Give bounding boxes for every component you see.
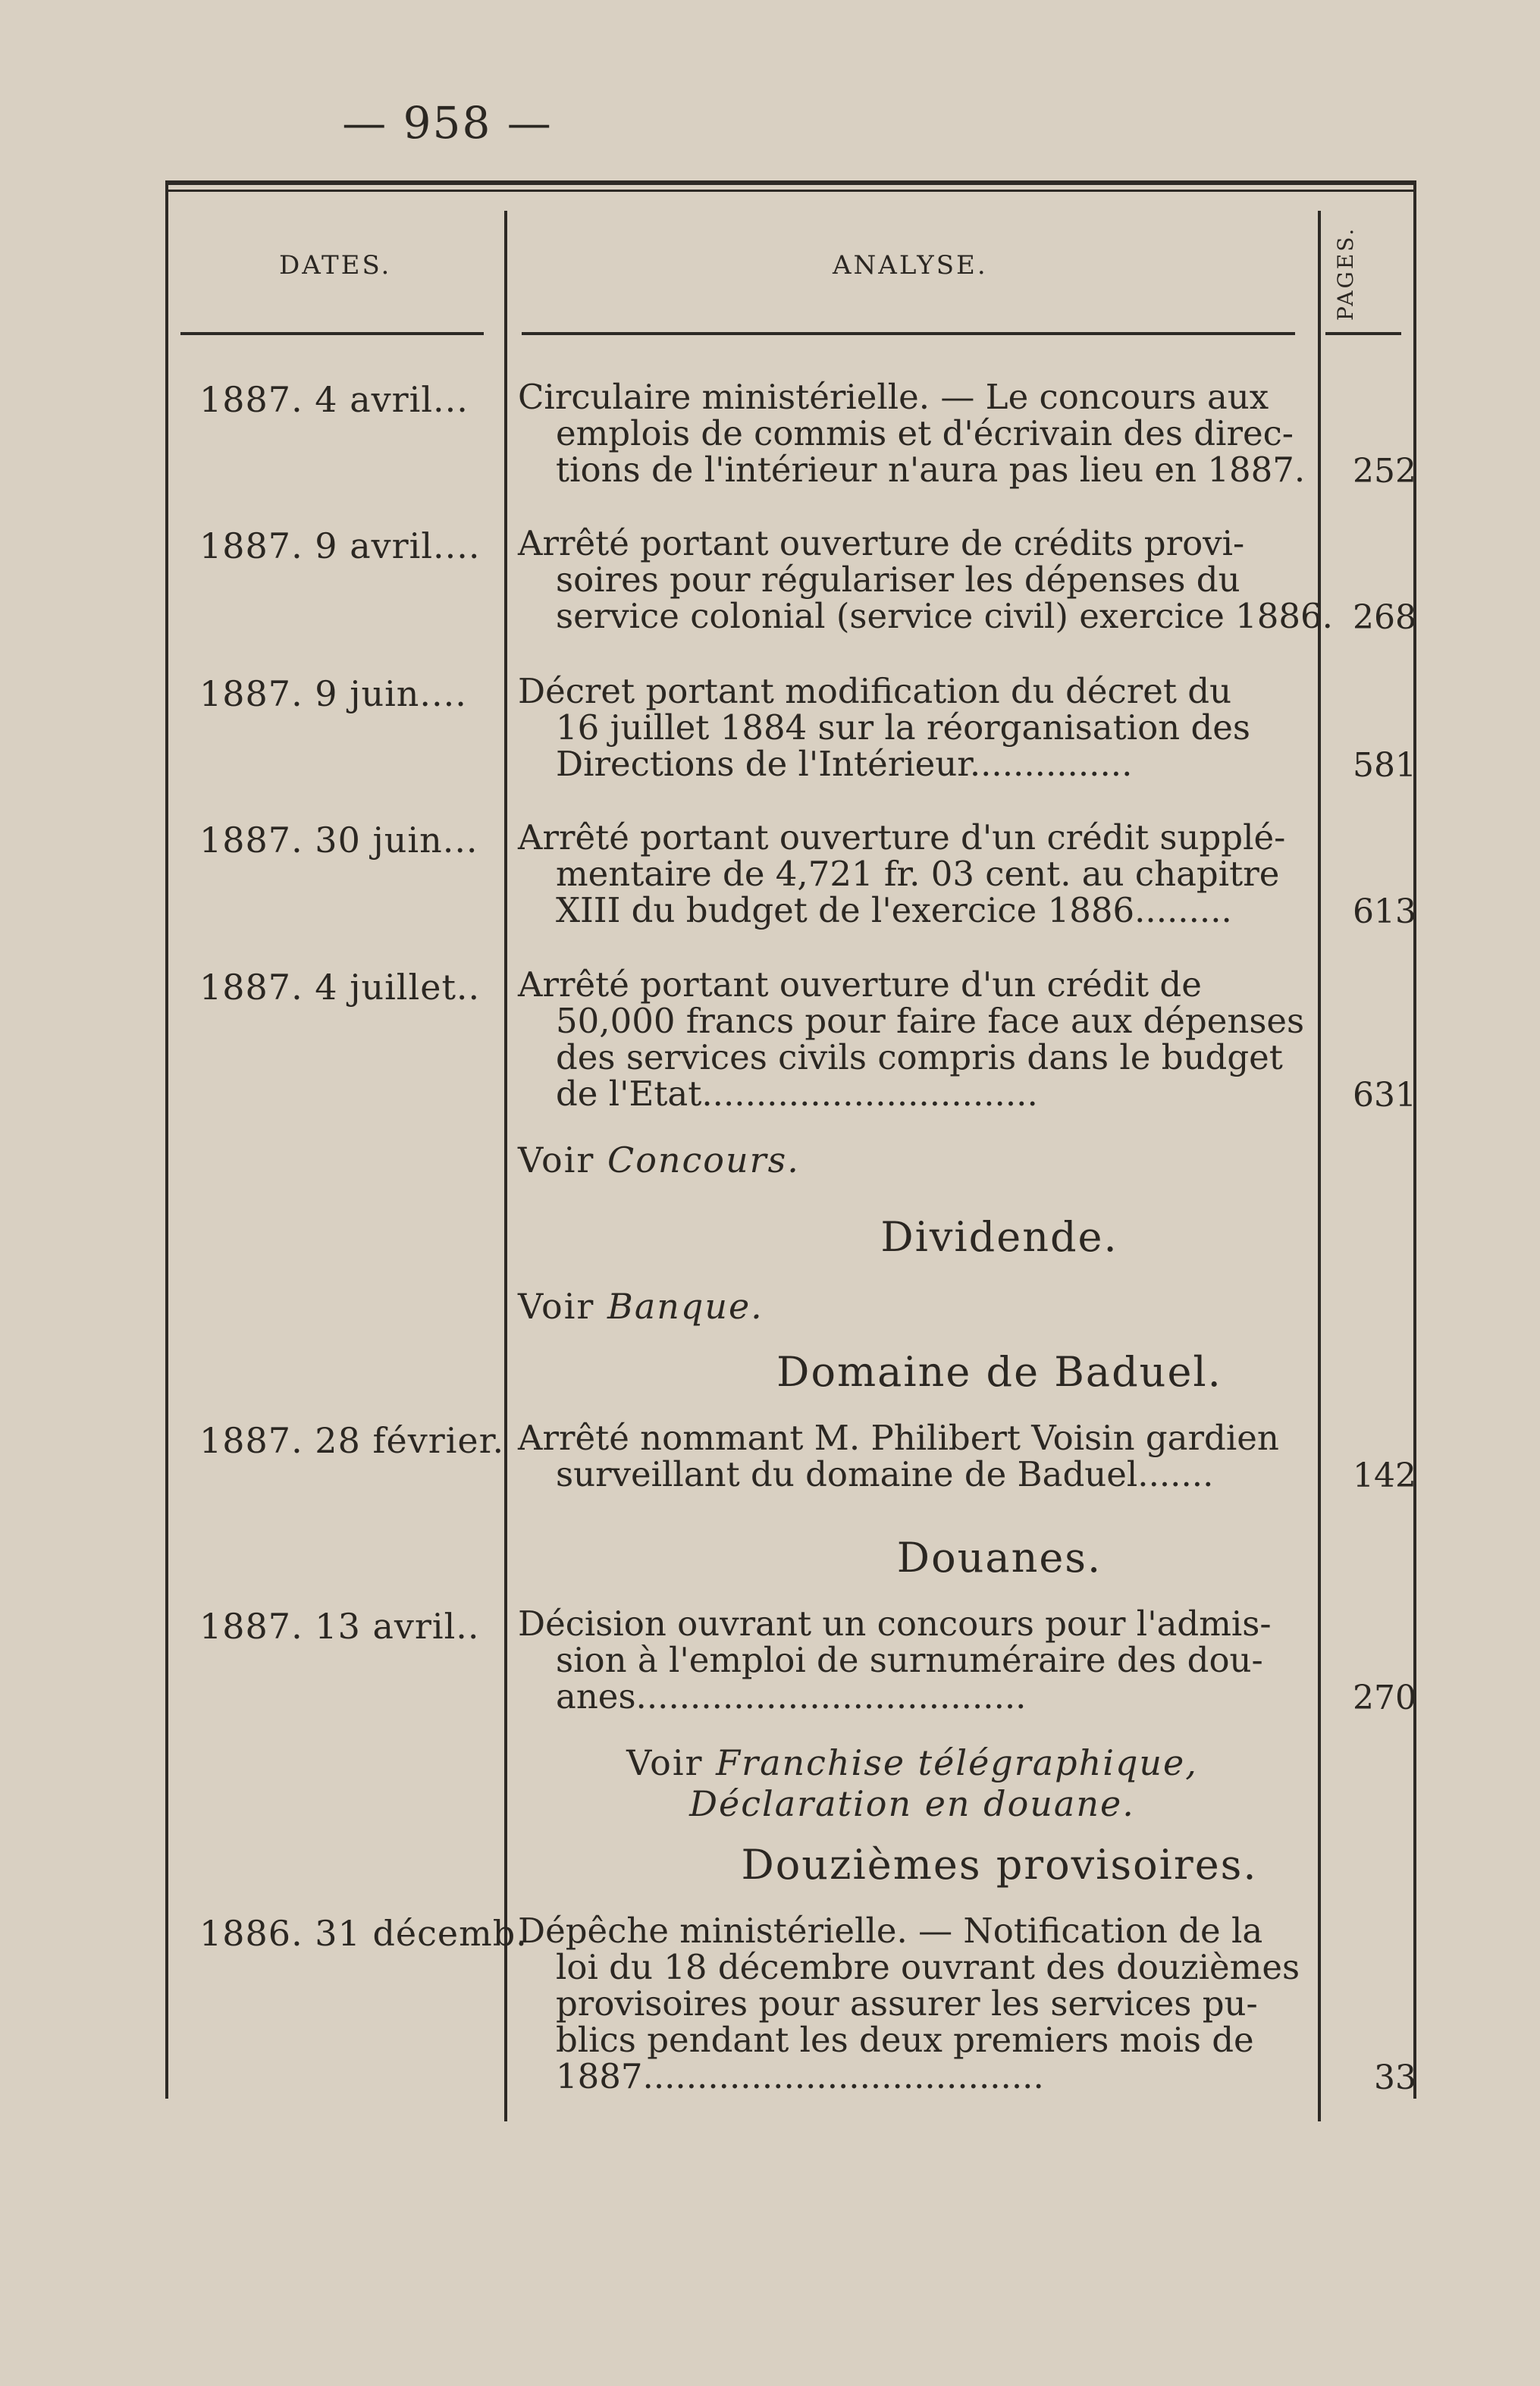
analysis-line: Arrêté nommant M. Philibert Voisin gardien (518, 1418, 1279, 1458)
see-also-ref: Concours. (607, 1140, 800, 1180)
analysis-line: surveillant du domaine de Baduel....... (556, 1454, 1214, 1494)
left-border (165, 180, 168, 2099)
entry-page: 142 (1353, 1456, 1416, 1495)
see-also-prefix: Voir (518, 1286, 595, 1327)
see-also-prefix: Voir (626, 1742, 704, 1783)
entry-page: 613 (1353, 892, 1416, 931)
analysis-line: Arrêté portant ouverture d'un crédit de (518, 964, 1202, 1005)
analysis-line: Dépêche ministérielle. — Notification de la (518, 1911, 1263, 1951)
header-rule-dates (180, 332, 484, 335)
entry-page: 631 (1353, 1076, 1416, 1115)
index-table (165, 180, 1416, 2099)
see-also-ref: Banque. (607, 1286, 764, 1327)
entry-page: 33 (1374, 2058, 1416, 2097)
analysis-line: Circulaire ministérielle. — Le concours aux (518, 377, 1269, 417)
see-also (518, 1742, 1306, 1824)
analysis-line: provisoires pour assurer les services pu- (556, 1983, 1258, 2024)
analysis-line: Arrêté portant ouverture d'un crédit supplé- (518, 817, 1286, 858)
dates-divider (504, 211, 507, 2121)
analysis-line: XIII du budget de l'exercice 1886......... (556, 890, 1232, 930)
analysis-line: mentaire de 4,721 fr. 03 cent. au chapitre (556, 854, 1280, 894)
entry-date: 1887. 13 avril.. (199, 1606, 480, 1647)
entry-date: 1887. 28 février. (199, 1420, 505, 1461)
analysis-line: Directions de l'Intérieur............... (556, 744, 1133, 784)
entry-date: 1887. 4 avril... (199, 379, 469, 420)
entry-date: 1887. 4 juillet.. (199, 967, 481, 1008)
entry-page: 268 (1353, 598, 1416, 637)
analysis-line: soires pour régulariser les dépenses du (556, 560, 1240, 600)
entry-analysis (518, 817, 1481, 930)
section-title: Dividende. (880, 1213, 1118, 1261)
header-rule-pages (1325, 332, 1401, 335)
entry-analysis (518, 673, 1481, 782)
analysis-line: 16 juillet 1884 sur la réorganisation des (556, 707, 1250, 748)
entry-page: 270 (1353, 1679, 1416, 1717)
table-top-rule-thin (165, 190, 1416, 192)
entry-analysis (518, 1420, 1481, 1493)
page-number: — 958 — (342, 97, 553, 149)
header-rule-analyse (522, 332, 1295, 335)
analysis-line: blics pendant les deux premiers mois de (556, 2020, 1254, 2060)
section-title: Domaine de Baduel. (776, 1348, 1222, 1396)
see-also-ref: Franchise télégraphique, Déclaration en douane. (689, 1742, 1198, 1824)
header-dates: DATES. (279, 250, 392, 281)
entry-analysis (518, 525, 1481, 635)
see-also (518, 1140, 800, 1180)
entry-date: 1886. 31 décemb. (199, 1913, 528, 1954)
analysis-line: des services civils compris dans le budget (556, 1037, 1283, 1077)
analyse-divider (1318, 211, 1321, 2121)
entry-date: 1887. 9 juin.... (199, 673, 467, 714)
entry-date: 1887. 9 avril.... (199, 525, 481, 566)
entry-page: 581 (1353, 746, 1416, 785)
analysis-line: 1887..................................... (556, 2056, 1044, 2096)
see-also (518, 1286, 764, 1327)
entry-analysis (518, 1913, 1481, 2095)
analysis-line: 50,000 francs pour faire face aux dépenses (556, 1001, 1305, 1041)
section-title: Douanes. (896, 1534, 1102, 1582)
analysis-line: service colonial (service civil) exercice 1886. (556, 596, 1333, 636)
analysis-line: emplois de commis et d'écrivain des direc- (556, 413, 1294, 453)
entry-analysis (518, 964, 1481, 1114)
analysis-line: Décision ouvrant un concours pour l'admis- (518, 1604, 1272, 1644)
analysis-line: Arrêté portant ouverture de crédits provi- (518, 523, 1245, 563)
header-analyse: ANALYSE. (833, 250, 988, 281)
analysis-line: de l'Etat............................... (556, 1074, 1038, 1114)
entry-page: 252 (1353, 452, 1416, 491)
analysis-line: Décret portant modification du décret du (518, 671, 1232, 711)
section-title: Douzièmes provisoires. (741, 1841, 1258, 1889)
header-pages: PAGES. (1333, 226, 1358, 321)
analysis-line: sion à l'emploi de surnuméraire des dou- (556, 1640, 1263, 1680)
entry-analysis (518, 1606, 1481, 1715)
see-also-prefix: Voir (518, 1140, 595, 1180)
table-top-rule (165, 180, 1416, 185)
analysis-line: loi du 18 décembre ouvrant des douzièmes (556, 1947, 1300, 1987)
analysis-line: tions de l'intérieur n'aura pas lieu en 1887. (556, 450, 1306, 490)
entry-analysis (518, 379, 1481, 488)
analysis-line: anes.................................... (556, 1676, 1027, 1717)
entry-date: 1887. 30 juin... (199, 820, 478, 861)
